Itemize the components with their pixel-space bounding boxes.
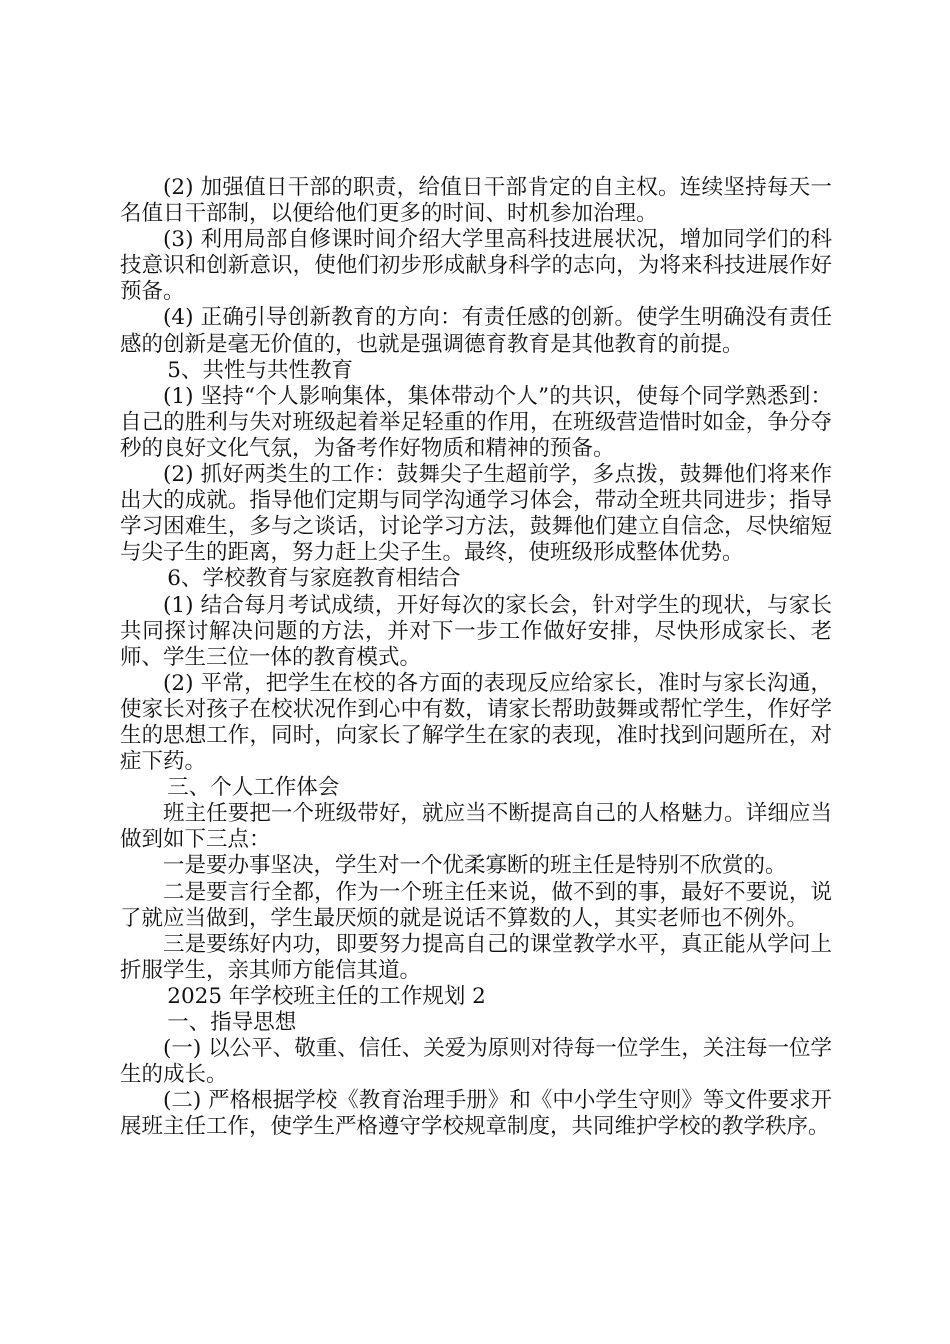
paragraph-duty-officer: (2) 加强值日干部的职责，给值日干部肯定的自主权。连续坚持每天一名值日干部制，以便给他们更多的时间、时机参加治理。 <box>120 175 832 227</box>
paragraph-point-three: 三是要练好内功，即要努力提高自己的课堂教学水平，真正能从学问上折服学生，亲其师方能信其道。 <box>120 931 832 983</box>
paragraph-personal-charm: 班主任要把一个班级带好，就应当不断提高自己的人格魅力。详细应当做到如下三点： <box>120 801 832 853</box>
document-subtitle: 2025 年学校班主任的工作规划 2 <box>167 983 486 1009</box>
paragraph-principle-fairness: (一) 以公平、敬重、信任、关爱为原则对待每一位学生，关注每一位学生的成长。 <box>120 1036 832 1088</box>
section-heading-guiding-thought: 一、指导思想 <box>167 1010 297 1035</box>
paragraph-science-awareness: (3) 利用局部自修课时间介绍大学里高科技进展状况，增加同学们的科技意识和创新意识，使他们初步形成献身科学的志向，为将来科技进展作好预备。 <box>120 227 832 305</box>
paragraph-point-one: 一是要办事坚决，学生对一个优柔寡断的班主任是特别不欣赏的。 <box>163 853 787 879</box>
document-body <box>120 175 832 1140</box>
paragraph-innovation-direction: (4) 正确引导创新教育的方向：有责任感的创新。使学生明确没有责任感的创新是毫无价值的，也就是强调德育教育是其他教育的前提。 <box>120 305 832 357</box>
section-heading-3: 三、个人工作体会 <box>167 775 340 801</box>
section-heading-6: 6、学校教育与家庭教育相结合 <box>167 566 461 592</box>
paragraph-parent-meetings: (1) 结合每月考试成绩，开好每次的家长会，针对学生的现状，与家长共同探讨解决问题的方法，并对下一步工作做好安排，尽快形成家长、老师、学生三位一体的教育模式。 <box>120 592 832 670</box>
paragraph-collective-consensus: (1) 坚持“个人影响集体，集体带动个人”的共识，使每个同学熟悉到：自己的胜利与失对班级起着举足轻重的作用，在班级营造惜时如金，争分夺秒的良好文化气氛，为备考作好物质和精神的预备。 <box>120 383 832 461</box>
paragraph-point-two: 二是要言行全都，作为一个班主任来说，做不到的事，最好不要说，说了就应当做到，学生最厌烦的就是说话不算数的人，其实老师也不例外。 <box>120 879 832 931</box>
paragraph-parent-communication: (2) 平常，把学生在校的各方面的表现反应给家长，准时与家长沟通，使家长对孩子在校状况作到心中有数，请家长帮助鼓舞或帮忙学生，作好学生的思想工作，同时，向家长了解学生在家的表现，准时找到问题所在，对症下药。 <box>120 670 832 775</box>
paragraph-school-rules: (二) 严格根据学校《教育治理手册》和《中小学生守则》等文件要求开展班主任工作，使学生严格遵守学校规章制度，共同维护学校的教学秩序。 <box>120 1088 832 1140</box>
section-heading-5: 5、共性与共性教育 <box>167 357 353 383</box>
paragraph-two-types-students: (2) 抓好两类生的工作：鼓舞尖子生超前学，多点拨，鼓舞他们将来作出大的成就。指导他们定期与同学沟通学习体会，带动全班共同进步；指导学习困难生，多与之谈话，讨论学习方法，鼓舞他们建立自信念，尽快缩短与尖子生的距离，努力赶上尖子生。最终，使班级形成整体优势。 <box>120 462 832 566</box>
